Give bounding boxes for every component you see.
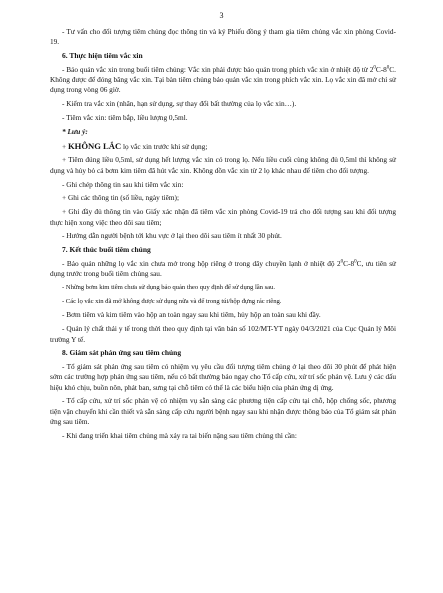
paragraph: - Bơm tiêm và kim tiêm vào hộp an toàn ngay sau khi tiêm, hủy hộp an toàn sau khi đầy. xyxy=(62,310,321,320)
section-heading: 8. Giám sát phản ứng sau tiêm chủng xyxy=(62,348,182,358)
paragraph: - Quản lý chất thải y tế trong thời theo quy định tại văn bản số 102/MT-YT ngày 04/3/2021 của Cục Quản lý Môi trường Y tế. xyxy=(50,324,396,344)
paragraph: - Tổ cấp cứu, xử trí sốc phản vệ có nhiệm vụ sẵn sàng các phương tiện cấp cứu tại chỗ, hộp chống sốc, phương tiện vận chuyển khi cần thiết và sẵn sàng cấp cứu người bệnh ngay sau khi nhận được thông báo của Tổ giám sát phản ứng sau tiêm. xyxy=(50,396,396,427)
paragraph: + Ghi các thông tin (số liều, ngày tiêm); xyxy=(62,193,179,203)
note-label: * Lưu ý: xyxy=(62,126,88,136)
paragraph: - Các lọ vắc xin đã mở không được sử dụng nữa và để trong túi/hộp đựng rác riêng. xyxy=(62,297,282,305)
paragraph: - Kiểm tra vắc xin (nhãn, hạn sử dụng, sự thay đổi bất thường của lọ vắc xin…). xyxy=(62,99,297,109)
paragraph: + Tiêm đúng liều 0,5ml, sử dụng hết lượng vắc xin có trong lọ. Nếu liều cuối cùng không đủ 0,5ml thì không sử dụng và hủy bỏ cả bơm kim tiêm đã hút vắc xin. Không dồn vắc xin từ 2 lọ khác nhau để tiêm cho đối tượng. xyxy=(50,155,396,175)
paragraph: - Bảo quản những lọ vắc xin chưa mở trong hộp riêng ở trong dây chuyền lạnh ở nhiệt độ $2^0C-8^0C$, ưu tiên sử dụng trước trong buổi tiêm chủng sau. xyxy=(50,258,396,279)
paragraph: - Tổ giám sát phản ứng sau tiêm có nhiệm vụ yêu cầu đối tượng tiêm chủng ở lại theo dõi 30 phút để phát hiện sớm các trường hợp phản ứng sau tiêm, nếu có bất thường báo ngay cho Tổ cấp cứu, xử trí sốc phản vệ. Lưu ý các dấu hiệu khó chịu, buồn nôn, phát ban, sưng tại chỗ tiêm có thể là các biểu hiện của phản ứng dị ứng. xyxy=(50,361,397,392)
paragraph: - Tiêm vắc xin: tiêm bắp, liều lượng 0,5ml. xyxy=(62,113,188,123)
paragraph: + Ghi đầy đủ thông tin vào Giấy xác nhận đã tiêm vắc xin phòng Covid-19 trả cho đối tượng sau khi đối tượng thực hiện xong việc theo dõi sau tiêm; xyxy=(50,207,396,227)
paragraph: - Khi đang triển khai tiêm chủng mà xảy ra tai biến nặng sau tiêm chủng thì cần: xyxy=(62,431,297,441)
section-heading: 7. Kết thúc buổi tiêm chủng xyxy=(62,245,151,255)
section-heading: 6. Thực hiện tiêm vắc xin xyxy=(62,51,143,61)
paragraph: - Ghi chép thông tin sau khi tiêm vắc xin: xyxy=(62,179,184,189)
paragraph: + KHÔNG LẮC lọ vắc xin trước khi sử dụng; xyxy=(62,140,208,151)
document-body xyxy=(50,27,396,445)
paragraph: - Những bơm kim tiêm chưa sử dụng bảo quản theo quy định để sử dụng lần sau. xyxy=(62,283,275,291)
paragraph: - Tư vấn cho đối tượng tiêm chủng đọc thông tin và ký Phiếu đồng ý tham gia tiêm chủng vắc xin phòng Covid-19. xyxy=(50,27,396,47)
page-number: 3 xyxy=(219,11,224,20)
paragraph: - Hướng dẫn người bệnh tới khu vực ở lại theo dõi sau tiêm ít nhất 30 phút. xyxy=(62,231,282,241)
paragraph: - Bảo quản vắc xin trong buổi tiêm chủng: Vắc xin phải được bảo quản trong phích vắc xin ở nhiệt độ từ $2^0C-8^0C$. Không được để đóng băng vắc xin. Tại bàn tiêm chủng bảo quản vắc xin trong phích vắc xin. Lọ vắc xin đã mở chỉ sử dụng trong vòng 06 giờ. xyxy=(50,64,396,95)
